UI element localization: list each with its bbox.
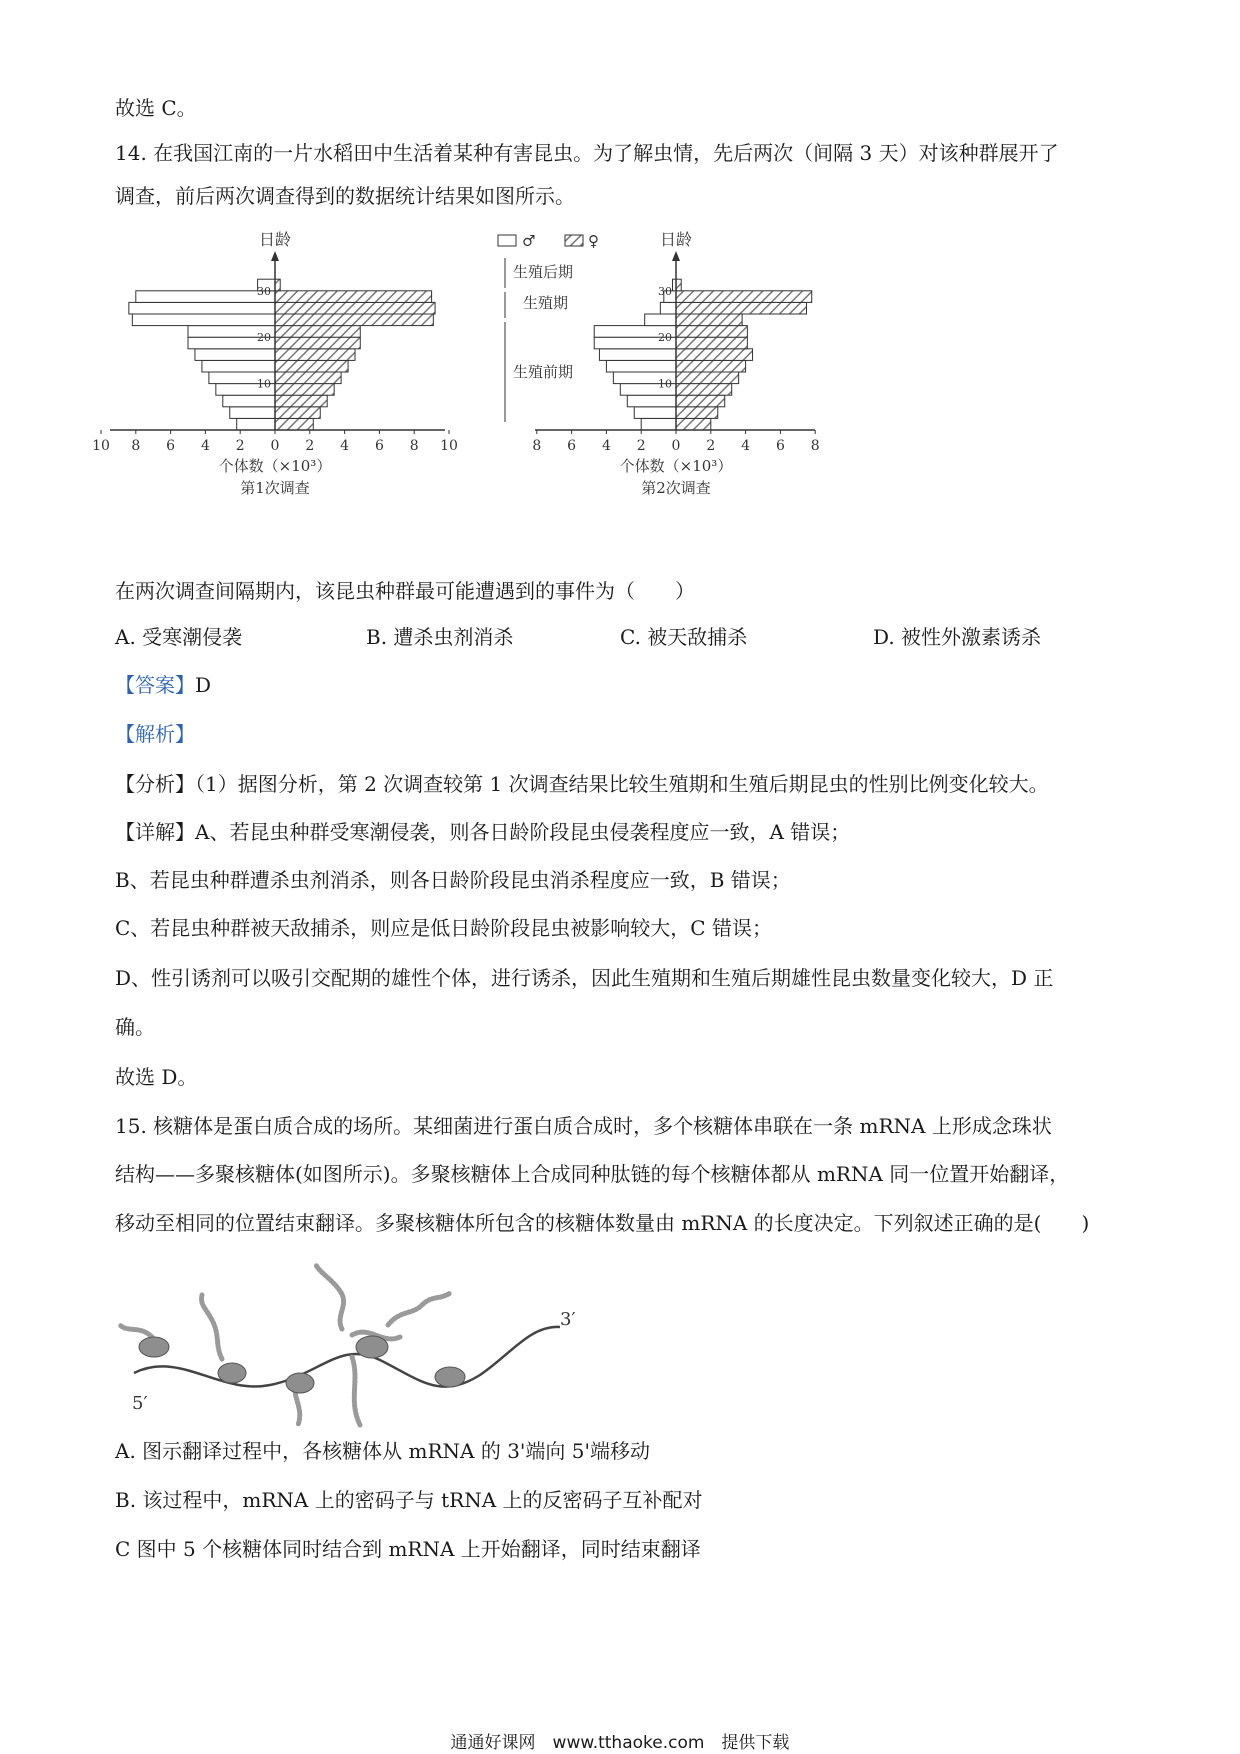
question-14-line-1: 14. 在我国江南的一片水稻田中生活着某种有害昆虫。为了解虫情，先后两次（间隔 3 天）对该种群展开了 <box>115 141 1059 165</box>
female-bar <box>676 337 747 349</box>
x-tick-label: 6 <box>567 438 577 454</box>
label-3-prime: 3′ <box>560 1309 576 1330</box>
y-axis-label: 日龄 <box>258 230 292 249</box>
option-d: D. 被性外激素诱杀 <box>873 625 1042 649</box>
peptide-chain <box>352 1357 360 1425</box>
peptide-chain <box>316 1265 344 1329</box>
y-tick-label: 30 <box>257 284 271 298</box>
y-tick-label: 10 <box>257 377 271 391</box>
detail-line-d1: D、性引诱剂可以吸引交配期的雄性个体，进行诱杀，因此生殖期和生殖后期雄性昆虫数量变化较大，D 正 <box>115 966 1054 990</box>
x-tick-label: 0 <box>671 438 681 454</box>
question-15-option-a: A. 图示翻译过程中，各核糖体从 mRNA 的 3'端向 5'端移动 <box>115 1439 650 1463</box>
female-bar <box>676 407 718 419</box>
stage-label: 生殖期 <box>523 294 569 312</box>
question-14-ask: 在两次调查间隔期内，该昆虫种群最可能遭遇到的事件为（ ） <box>115 579 695 603</box>
fenxi-text: （1）据图分析，第 2 次调查较第 1 次调查结果比较生殖期和生殖后期昆虫的性别比例变化较大。 <box>195 772 1049 796</box>
stage-label: 生殖前期 <box>513 363 574 381</box>
female-bar <box>676 314 742 326</box>
option-a: A. 受寒潮侵袭 <box>115 625 243 649</box>
legend-male-swatch <box>498 235 516 246</box>
male-bar <box>627 395 676 407</box>
male-bar <box>634 407 676 419</box>
y-tick-label: 20 <box>257 331 271 345</box>
question-15-line-1: 15. 核糖体是蛋白质合成的场所。某细菌进行蛋白质合成时，多个核糖体串联在一条 mRNA 上形成念珠状 <box>115 1114 1052 1138</box>
question-15-line-3: 移动至相同的位置结束翻译。多聚核糖体所包含的核糖体数量由 mRNA 的长度决定。下列叙述正确的是( ) <box>115 1211 1090 1235</box>
male-bar <box>195 349 275 361</box>
female-bar <box>676 291 812 303</box>
male-bar <box>606 360 676 372</box>
survey-title: 第1次调查 <box>240 479 310 497</box>
peptide-chain <box>120 1325 152 1337</box>
female-bar <box>676 279 681 291</box>
x-tick-label: 10 <box>92 438 110 454</box>
x-tick-label: 4 <box>601 438 611 454</box>
female-bar <box>676 302 807 314</box>
analysis-tag: 【解析】 <box>115 722 195 746</box>
female-bar <box>676 418 711 430</box>
female-bar <box>275 302 435 314</box>
female-bar <box>275 326 360 338</box>
x-tick-label: 4 <box>340 438 350 454</box>
polyribosome-figure <box>120 1265 600 1435</box>
female-bar <box>676 395 725 407</box>
male-bar <box>223 395 275 407</box>
legend-female-label: ♀ <box>588 232 599 250</box>
mrna-strand <box>134 1327 560 1387</box>
legend-male-label: ♂ <box>522 232 536 250</box>
x-tick-label: 2 <box>636 438 646 454</box>
male-bar <box>129 302 275 314</box>
stage-label: 生殖后期 <box>513 263 574 281</box>
option-b: B. 遭杀虫剂消杀 <box>366 625 514 649</box>
answer-value: D <box>195 673 212 697</box>
y-axis-label: 日龄 <box>659 230 693 249</box>
x-tick-label: 2 <box>706 438 716 454</box>
x-tick-label: 8 <box>810 438 820 454</box>
x-tick-label: 0 <box>270 438 280 454</box>
question-15-option-c: C 图中 5 个核糖体同时结合到 mRNA 上开始翻译，同时结束翻译 <box>115 1537 701 1561</box>
male-bar <box>132 314 275 326</box>
fenxi-tag: 【分析】 <box>115 772 195 796</box>
question-14-line-2: 调查，前后两次调查得到的数据统计结果如图所示。 <box>115 184 575 208</box>
ribosome <box>139 1337 169 1357</box>
x-tick-label: 2 <box>305 438 315 454</box>
detail-line-d2: 确。 <box>115 1015 155 1039</box>
ribosome <box>435 1367 465 1387</box>
female-bar <box>275 418 313 430</box>
male-bar <box>136 291 275 303</box>
x-tick-label: 8 <box>409 438 419 454</box>
question-15-option-b: B. 该过程中，mRNA 上的密码子与 tRNA 上的反密码子互补配对 <box>115 1488 703 1512</box>
x-axis-label: 个体数（×10³） <box>218 457 332 475</box>
peptide-chain <box>202 1295 222 1359</box>
y-tick-label: 20 <box>658 331 672 345</box>
y-axis-arrow <box>271 251 279 261</box>
question-15-line-2: 结构——多聚核糖体(如图所示)。多聚核糖体上合成同种肽链的每个核糖体都从 mRNA 同一位置开始翻译， <box>115 1162 1070 1186</box>
female-bar <box>275 279 280 291</box>
x-axis-label: 个体数（×10³） <box>619 457 733 475</box>
female-bar <box>676 349 753 361</box>
answer-line <box>115 671 211 699</box>
female-bar <box>275 372 341 384</box>
x-tick-label: 4 <box>741 438 751 454</box>
y-tick-label: 30 <box>658 284 672 298</box>
male-bar <box>230 407 275 419</box>
female-bar <box>676 360 746 372</box>
male-bar <box>599 349 676 361</box>
male-bar <box>641 418 676 430</box>
detail-line-c: C、若昆虫种群被天敌捕杀，则应是低日龄阶段昆虫被影响较大，C 错误； <box>115 916 772 940</box>
answer-tag: 【答案】 <box>115 673 195 697</box>
text-line: 故选 C。 <box>115 96 197 120</box>
survey-title: 第2次调查 <box>641 479 711 497</box>
male-bar <box>202 360 275 372</box>
female-bar <box>676 384 732 396</box>
ribosome <box>356 1336 388 1358</box>
female-bar <box>275 314 433 326</box>
detail-line-b: B、若昆虫种群遭杀虫剂消杀，则各日龄阶段昆虫消杀程度应一致，B 错误； <box>115 868 791 892</box>
x-tick-label: 4 <box>200 438 210 454</box>
option-c: C. 被天敌捕杀 <box>620 625 748 649</box>
legend-female-swatch <box>565 235 583 246</box>
ribosome <box>218 1363 246 1383</box>
ribosome <box>286 1373 314 1393</box>
age-pyramid-figure <box>92 230 930 500</box>
female-bar <box>676 372 739 384</box>
female-bar <box>275 395 327 407</box>
male-bar <box>645 314 676 326</box>
y-axis-arrow <box>672 251 680 261</box>
x-tick-label: 6 <box>374 438 384 454</box>
detail-line-a <box>115 818 850 846</box>
x-tick-label: 10 <box>440 438 458 454</box>
label-5-prime: 5′ <box>132 1393 148 1414</box>
female-bar <box>275 349 355 361</box>
female-bar <box>275 337 360 349</box>
analysis-line <box>115 770 1049 798</box>
male-bar <box>660 302 676 314</box>
x-tick-label: 8 <box>532 438 542 454</box>
page-footer: 通通好课网 www.tthaoke.com 提供下载 <box>450 1733 790 1753</box>
x-tick-label: 8 <box>131 438 141 454</box>
male-bar <box>237 418 275 430</box>
x-tick-label: 2 <box>235 438 245 454</box>
female-bar <box>676 326 747 338</box>
detail-text-a: A、若昆虫种群受寒潮侵袭，则各日龄阶段昆虫侵袭程度应一致，A 错误； <box>195 820 851 844</box>
female-bar <box>275 360 348 372</box>
detail-tag: 【详解】 <box>115 820 195 844</box>
text-line: 故选 D。 <box>115 1065 198 1089</box>
female-bar <box>275 384 334 396</box>
peptide-chain <box>388 1293 450 1325</box>
x-tick-label: 6 <box>166 438 176 454</box>
x-tick-label: 6 <box>775 438 785 454</box>
female-bar <box>275 291 432 303</box>
y-tick-label: 10 <box>658 377 672 391</box>
female-bar <box>275 407 320 419</box>
